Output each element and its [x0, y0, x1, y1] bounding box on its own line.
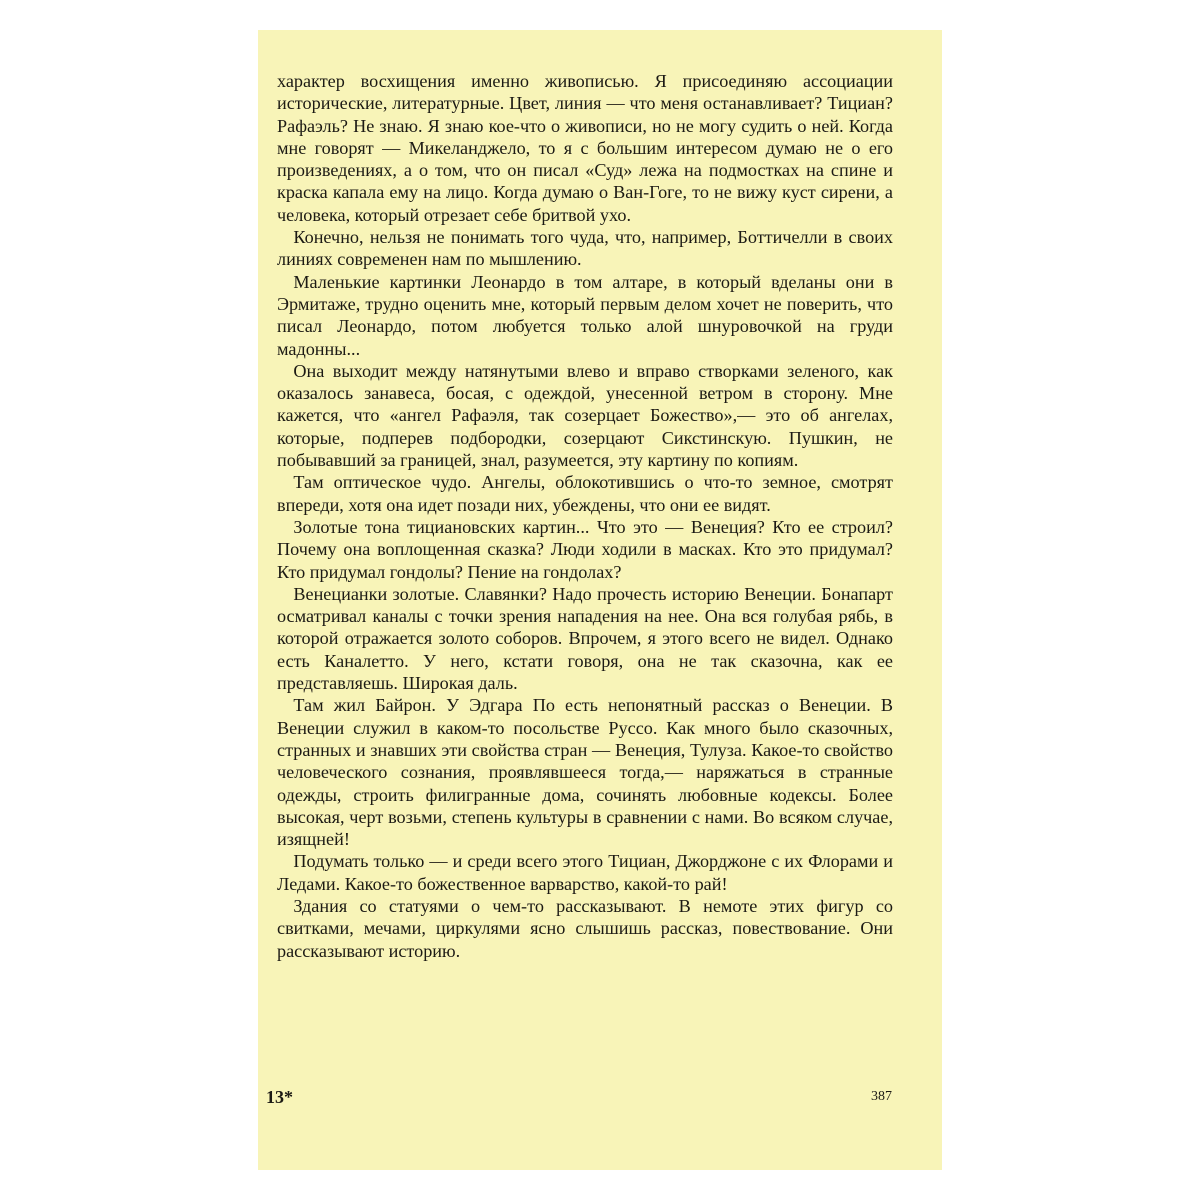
paragraph: Золотые тона тициановских картин... Что это — Венеция? Кто ее строил? Почему она воплощенная сказка? Люди ходили в масках. Кто это придумал? Кто придумал гондолы? Пение на гондолах?	[277, 516, 893, 582]
paragraph: Там жил Байрон. У Эдгара По есть непонятный рассказ о Венеции. В Венеции служил в каком-то посольстве Руссо. Как много было сказочных, странных и знавших эти свойства стран — Венеция, Тулуза. Какое-то свойство человеческого сознания, проявлявшееся тогда,— наряжаться в странные одежды, строить филигранные дома, сочинять любовные кодексы. Более высокая, черт возьми, степень культуры в сравнении с нами. Во всяком случае, изящней!	[277, 695, 893, 850]
body-text	[277, 70, 893, 962]
book-page	[258, 30, 942, 1170]
page-footer	[258, 1087, 942, 1111]
signature-mark: 13*	[266, 1087, 293, 1107]
paragraph: Конечно, нельзя не понимать того чуда, что, например, Боттичелли в своих линиях современен нам по мышлению.	[277, 227, 893, 270]
paragraph: Венецианки золотые. Славянки? Надо прочесть историю Венеции. Бонапарт осматривал каналы с точки зрения нападения на нее. Она вся голубая рябь, в которой отражается золото соборов. Впрочем, я этого всего не видел. Однако есть Каналетто. У него, кстати говоря, она не так сказочна, как ее представляешь. Широкая даль.	[277, 583, 893, 694]
paragraph: Она выходит между натянутыми влево и вправо створками зеленого, как оказалось занавеса, босая, с одеждой, унесенной ветром в сторону. Мне кажется, что «ангел Рафаэля, так созерцает Божество»,— это об ангелах, которые, подперев подбородки, созерцают Сикстинскую. Пушкин, не побывавший за границей, знал, разумеется, эту картину по копиям.	[277, 360, 893, 471]
page-number: 387	[871, 1089, 892, 1104]
paragraph: характер восхищения именно живописью. Я присоединяю ассоциации исторические, литературные. Цвет, линия — что меня останавливает? Тициан? Рафаэль? Не знаю. Я знаю кое-что о живописи, но не могу судить о ней. Когда мне говорят — Микеланджело, то я с большим интересом думаю не о его произведениях, а о том, что он писал «Суд» лежа на подмостках на спине и краска капала ему на лицо. Когда думаю о Ван-Гоге, то не вижу куст сирени, а человека, который отрезает себе бритвой ухо.	[277, 71, 893, 225]
paragraph: Здания со статуями о чем-то рассказывают. В немоте этих фигур со свитками, мечами, циркулями ясно слышишь рассказ, повествование. Они рассказывают историю.	[277, 895, 893, 961]
paragraph: Маленькие картинки Леонардо в том алтаре, в который вделаны они в Эрмитаже, трудно оценить мне, который первым делом хочет не поверить, что писал Леонардо, потом любуется только алой шнуровочкой на груди мадонны...	[277, 271, 893, 359]
paragraph: Там оптическое чудо. Ангелы, облокотившись о что-то земное, смотрят впереди, хотя она идет позади них, убеждены, что они ее видят.	[277, 472, 893, 515]
paragraph: Подумать только — и среди всего этого Тициан, Джорджоне с их Флорами и Ледами. Какое-то божественное варварство, какой-то рай!	[277, 851, 893, 894]
